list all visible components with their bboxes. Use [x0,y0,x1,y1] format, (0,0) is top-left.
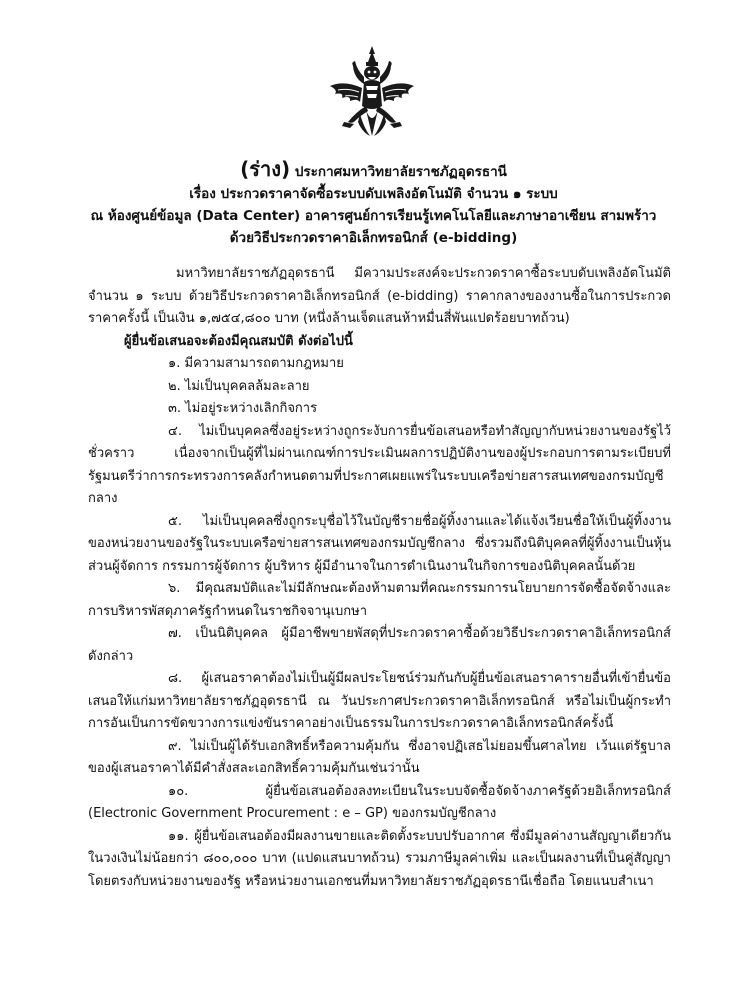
qualification-item: ๑. มีความสามารถตามกฎหมาย [168,356,344,371]
intro-paragraph: มหาวิทยาลัยราชภัฏอุดรธานี มีความประสงค์จะประกวดราคาซื้อระบบดับเพลิงอัตโนมัติ จำนวน ๑ ระบบ ด้วยวิธีประกวดราคาอิเล็กทรอนิกส์ (e-bidding) ราคากลางของงานซื้อในการประกวดราคาครั้งนี้ เป็นเงิน ๑,๗๕๔,๘๐๐ บาท (หนึ่งล้านเจ็ดแสนห้าหมื่นสี่พันแปดร้อยบาทถ้วน) [88,266,671,326]
qualification-item: ๓. ไม่อยู่ระหว่างเลิกกิจการ [168,401,318,416]
qualification-item: ๗. เป็นนิติบุคคล ผู้มีอาชีพขายพัสดุที่ประกวดราคาซื้อด้วยวิธีประกวดราคาอิเล็กทรอนิกส์ ดังกล่าว [88,626,671,664]
qualification-item: ๔. ไม่เป็นบุคคลซึ่งอยู่ระหว่างถูกระงับการยื่นข้อเสนอหรือทำสัญญากับหน่วยงานของรัฐไว้ชั่วคราว เนื่องจากเป็นผู้ที่ไม่ผ่านเกณฑ์การประเมินผลการปฏิบัติงานของผู้ประกอบการตามระเบียบที่รัฐมนตรีว่าการกระทรวงการคลังกำหนดตามที่ประกาศเผยแพร่ในระบบเครือข่ายสารสนเทศของกรมบัญชีกลาง [88,423,671,506]
location-line: ณ ห้องศูนย์ข้อมูล (Data Center) อาคารศูนย์การเรียนรู้เทคโนโลยีและภาษาอาเซียน สามพร้าว [90,208,657,224]
qualification-item: ๑๑. ผู้ยื่นข้อเสนอต้องมีผลงานขายและติดตั้งระบบปรับอากาศ ซึ่งมีมูลค่างานสัญญาเดียวกันในวงเงินไม่น้อยกว่า ๘๐๐,๐๐๐ บาท (แปดแสนบาทถ้วน) รวมภาษีมูลค่าเพิ่ม และเป็นผลงานที่เป็นคู่สัญญาโดยตรงกับหน่วยงานของรัฐ หรือหน่วยงานเอกชนที่มหาวิทยาลัยราชภัฏอุดรธานีเชื่อถือ โดยแนบสำเนา [88,828,671,889]
announcement-name: ประกาศมหาวิทยาลัยราชภัฏอุดรธานี [294,164,507,180]
qualification-item: ๕. ไม่เป็นบุคคลซึ่งถูกระบุชื่อไว้ในบัญชีรายชื่อผู้ทิ้งงานและได้แจ้งเวียนชื่อให้เป็นผู้ทิ้งงานของหน่วยงานของรัฐในระบบเครือข่ายสารสนเทศของกรมบัญชีกลาง ซึ่งรวมถึงนิติบุคคลที่ผู้ทิ้งงานเป็นหุ้นส่วนผู้จัดการ กรรมการผู้จัดการ ผู้บริหาร ผู้มีอำนาจในการดำเนินงานในกิจการของนิติบุคคลนั้นด้วย [88,513,671,574]
qualification-item: ๒. ไม่เป็นบุคคลล้มละลาย [168,378,310,394]
qualification-item: ๖. มีคุณสมบัติและไม่มีลักษณะต้องห้ามตามที่คณะกรรมการนโยบายการจัดซื้อจัดจ้างและการบริหารพัสดุภาครัฐกำหนดในราชกิจจานุเบกษา [88,581,671,619]
subject-line: เรื่อง ประกวดราคาจัดซื้อระบบดับเพลิงอัตโนมัติ จำนวน ๑ ระบบ [189,186,558,202]
document-body [88,263,671,893]
method-line: ด้วยวิธีประกวดราคาอิเล็กทรอนิกส์ (e-bidding) [229,230,518,246]
qualification-item: ๘. ผู้เสนอราคาต้องไม่เป็นผู้มีผลประโยชน์ร่วมกันกับผู้ยื่นข้อเสนอราคารายอื่นที่เข้ายื่นข้อเสนอให้แก่มหาวิทยาลัยราชภัฏอุดรธานี ณ วันประกาศประกวดราคาอิเล็กทรอนิกส์ หรือไม่เป็นผู้กระทำการอันเป็นการขัดขวางการแข่งขันราคาอย่างเป็นธรรมในการประกวดราคาอิเล็กทรอนิกส์ครั้งนี้ [88,671,671,731]
qualification-item: ๑๐. ผู้ยื่นข้อเสนอต้องลงทะเบียนในระบบจัดซื้อจัดจ้างภาครัฐด้วยอิเล็กทรอนิกส์ (Electronic Government Procurement : e – GP) ของกรมบัญชีกลาง [88,783,671,821]
garuda-emblem-icon [326,44,418,144]
title-heading [0,158,747,183]
announcement-title [0,158,747,249]
draft-mark: (ร่าง) [240,157,291,181]
qualification-heading: ผู้ยื่นข้อเสนอจะต้องมีคุณสมบัติ ดังต่อไปนี้ [124,333,353,349]
qualification-item: ๙. ไม่เป็นผู้ได้รับเอกสิทธิ์หรือความคุ้มกัน ซึ่งอาจปฏิเสธไม่ยอมขึ้นศาลไทย เว้นแต่รัฐบาลของผู้เสนอราคาได้มีคำสั่งสละเอกสิทธิ์ความคุ้มกันเช่นว่านั้น [88,738,671,776]
